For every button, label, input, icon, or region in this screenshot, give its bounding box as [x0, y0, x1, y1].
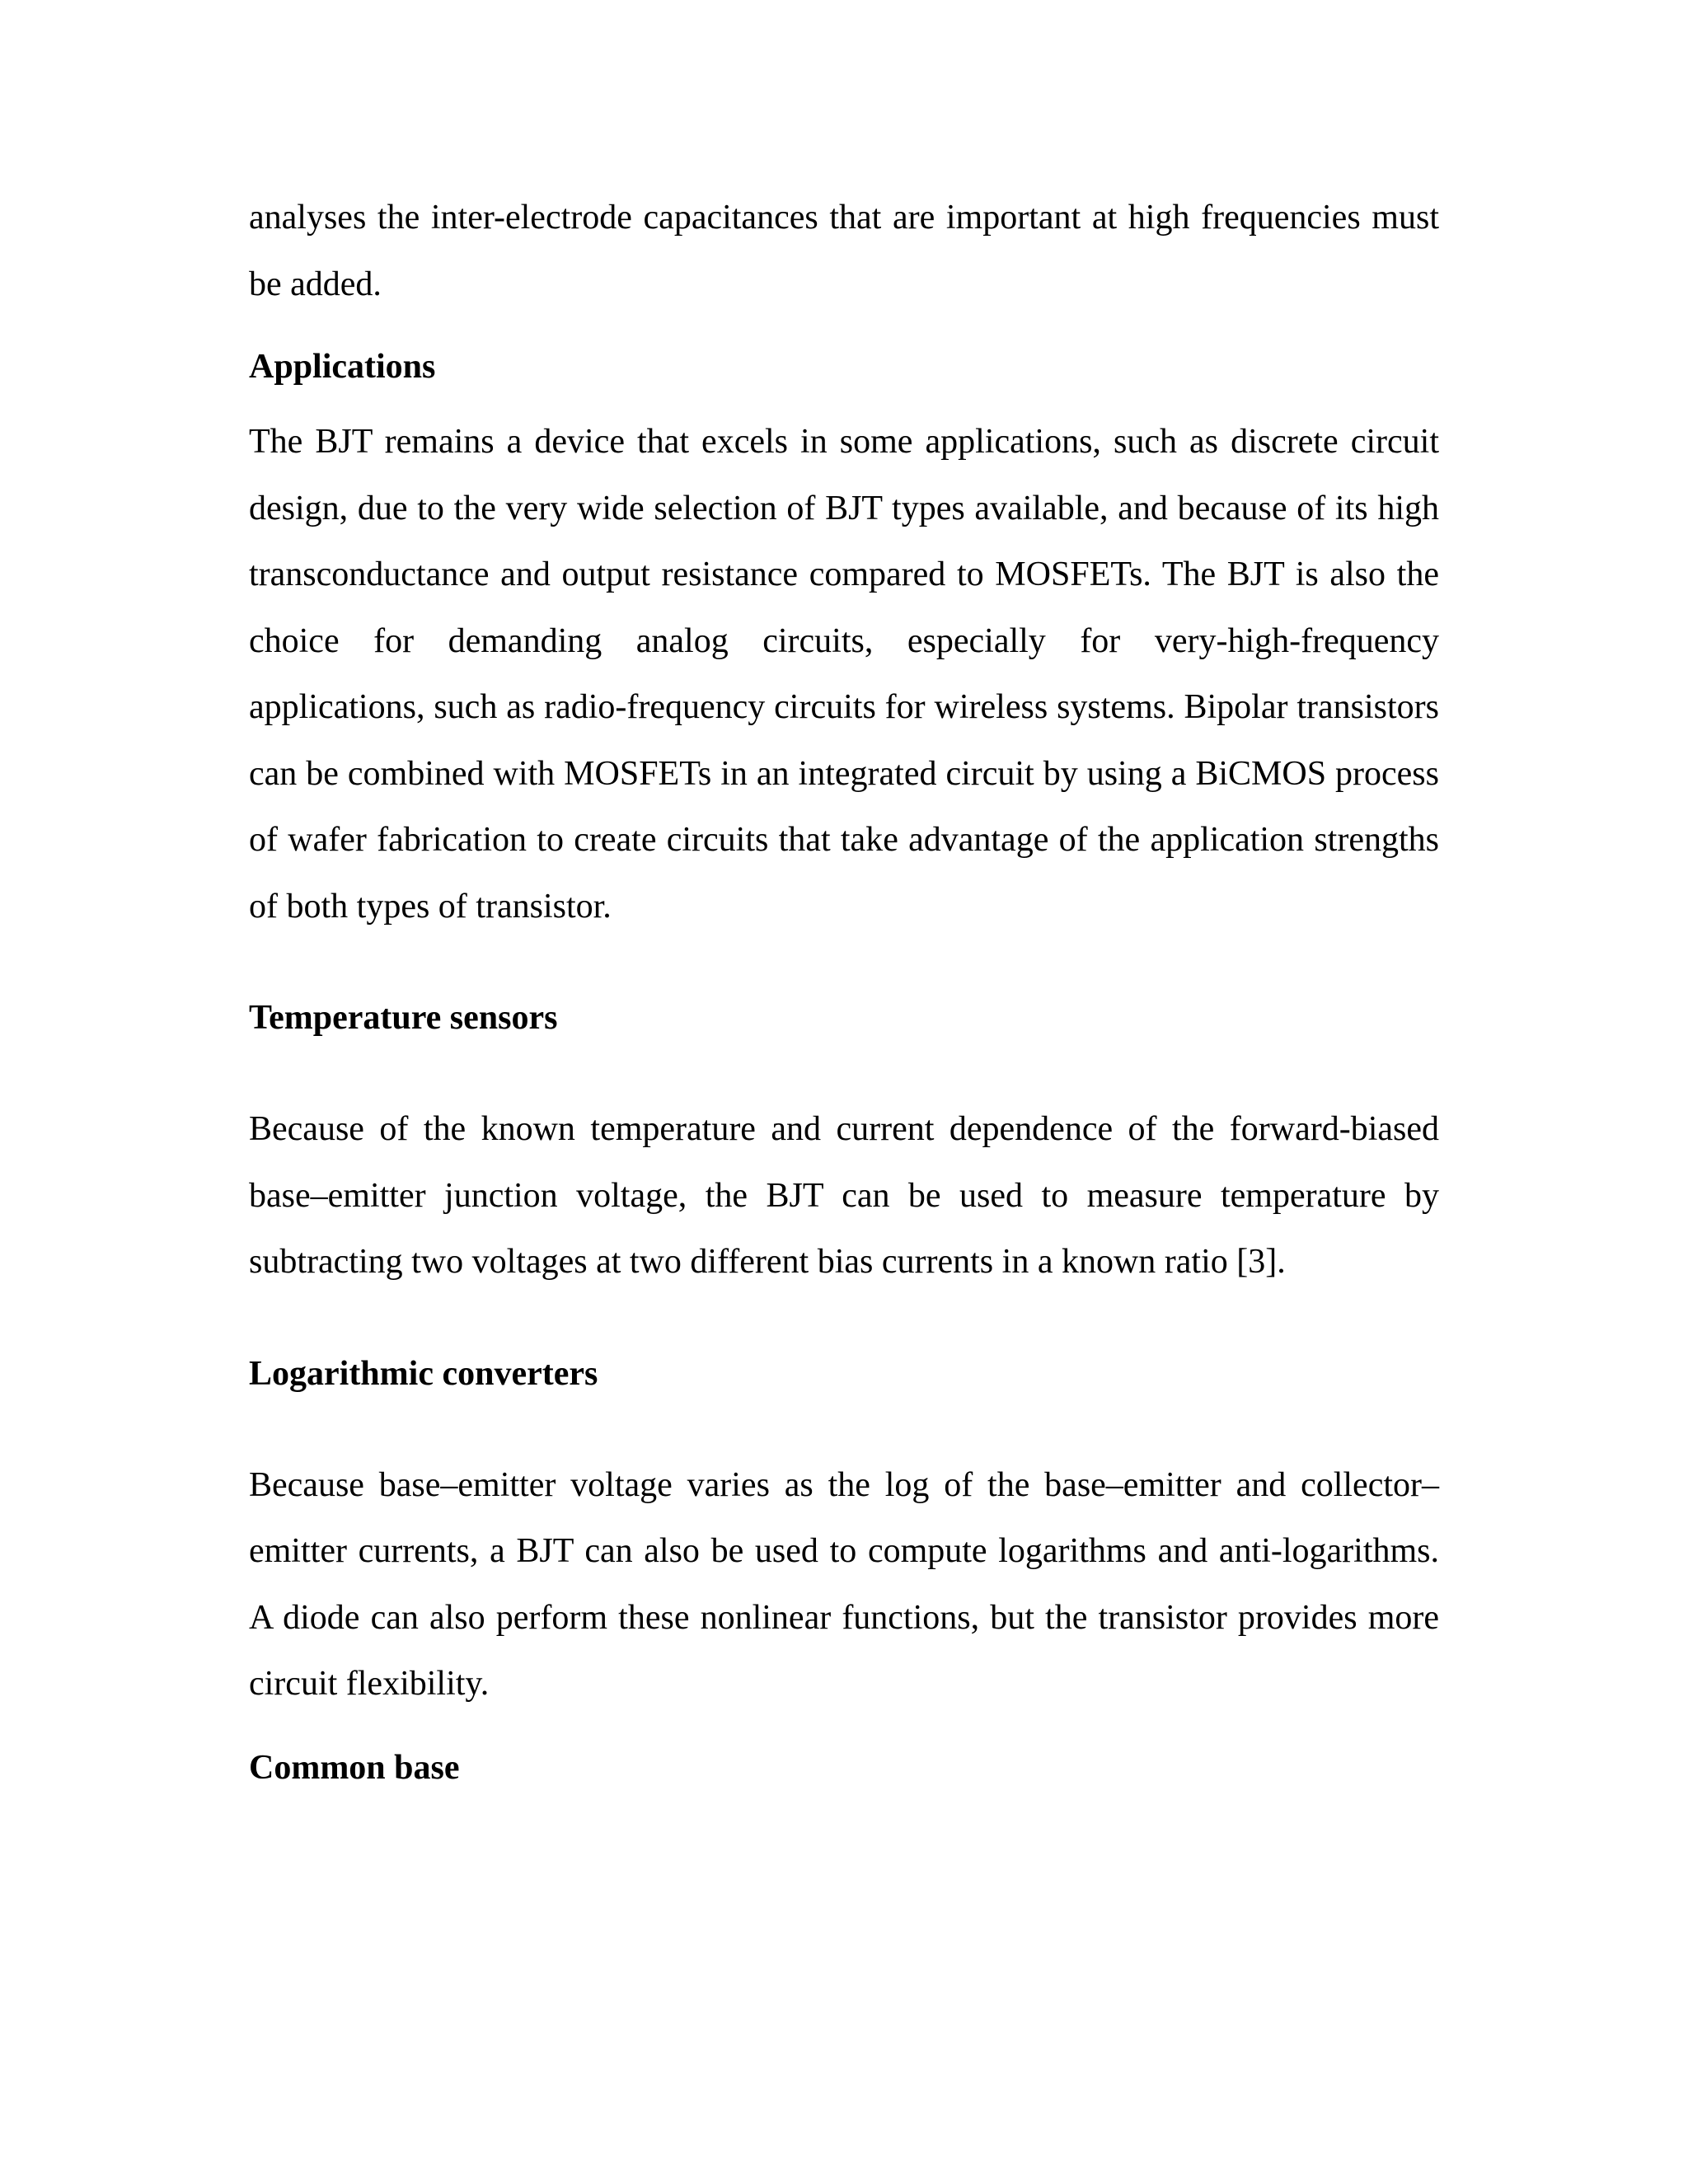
heading-logarithmic-converters: Logarithmic converters: [249, 1354, 598, 1393]
page-content: [249, 185, 1439, 1788]
heading-temperature-sensors: Temperature sensors: [249, 999, 558, 1037]
heading-common-base: Common base: [249, 1748, 460, 1787]
paragraph-applications: The BJT remains a device that excels in some applications, such as discrete circuit design, due to the very wide selection of BJT types available, and because of its high transconductance and output resistance compared to MOSFETs. The BJT is also the choice for demanding analog circuits, especially for very-high-frequency applications, such as radio-frequency circuits for wireless systems. Bipolar transistors can be combined with MOSFETs in an integrated circuit by using a BiCMOS process of wafer fabrication to create circuits that take advantage of the application strengths of both types of transistor.: [249, 423, 1439, 926]
intro-paragraph: analyses the inter-electrode capacitances that are important at high frequencies must be added.: [249, 199, 1439, 303]
paragraph-temperature-sensors: Because of the known temperature and current dependence of the forward-biased base–emitter junction voltage, the BJT can be used to measure temperature by subtracting two voltages at two different bias currents in a known ratio [3].: [249, 1110, 1439, 1281]
paragraph-logarithmic-converters: Because base–emitter voltage varies as the log of the base–emitter and collector–emitter currents, a BJT can also be used to compute logarithms and anti-logarithms. A diode can also perform these nonlinear functions, but the transistor provides more circuit flexibility.: [249, 1465, 1439, 1703]
heading-applications: Applications: [249, 348, 436, 386]
